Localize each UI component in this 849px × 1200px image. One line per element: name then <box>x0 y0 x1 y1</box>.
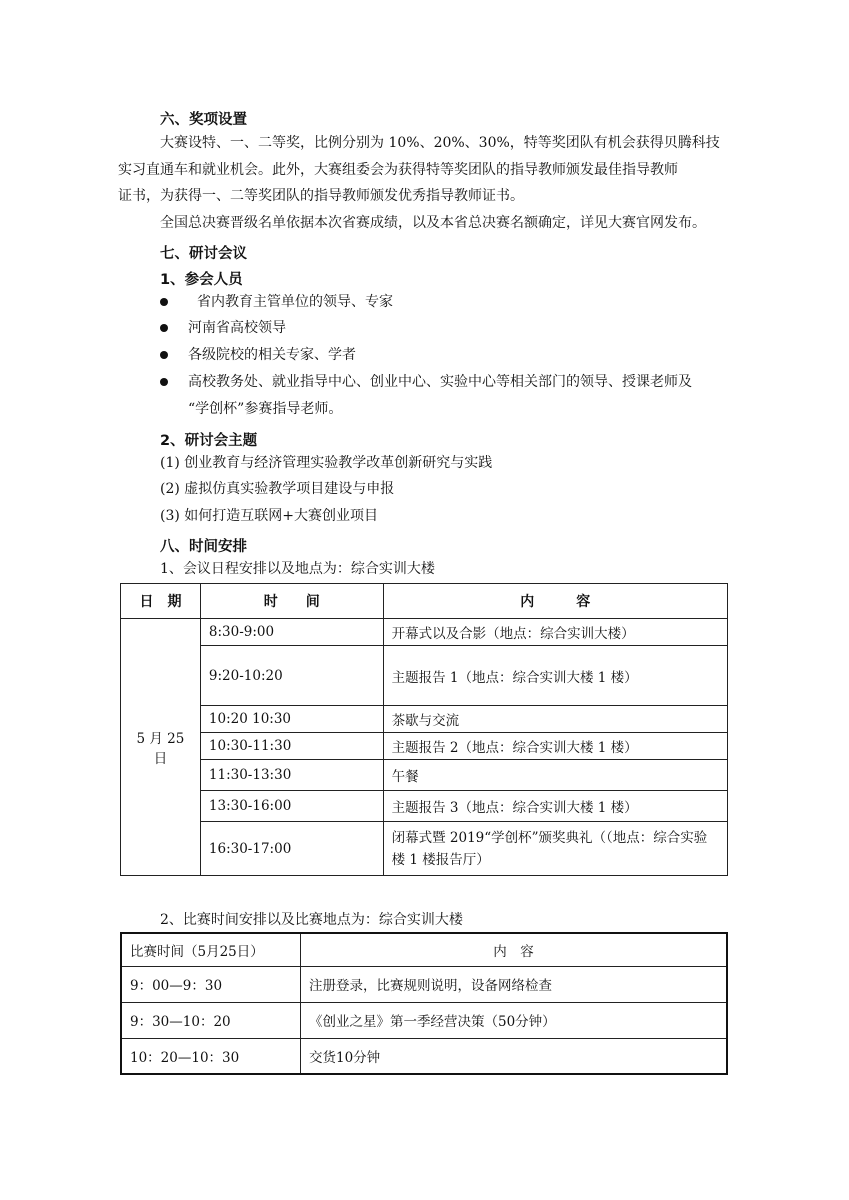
table-row <box>121 706 728 733</box>
table-row <box>121 646 728 706</box>
table-row <box>121 733 728 760</box>
topic-item: (2) 虚拟仿真实验教学项目建设与申报 <box>160 481 395 497</box>
attendee-item: 河南省高校领导 <box>188 320 286 336</box>
table-header-date: 日 期 <box>121 584 201 619</box>
competition-schedule-table <box>120 932 728 1075</box>
content-cell: 主题报告 2（地点：综合实训大楼 1 楼） <box>383 733 727 760</box>
table-row <box>121 760 728 791</box>
attendee-item-continuation: “学创杯”参赛指导老师。 <box>188 401 343 417</box>
content-cell: 主题报告 3（地点：综合实训大楼 1 楼） <box>383 791 727 822</box>
content-cell: 茶歇与交流 <box>383 706 727 733</box>
topic-item: (1) 创业教育与经济管理实验教学改革创新研究与实践 <box>160 455 493 471</box>
time-cell: 10：20—10：30 <box>121 1038 300 1074</box>
time-cell: 13:30-16:00 <box>200 791 383 822</box>
table-row <box>121 619 728 646</box>
attendee-item: 高校教务处、就业指导中心、创业中心、实验中心等相关部门的领导、授课老师及 <box>188 374 692 390</box>
bullet-icon <box>160 351 168 359</box>
awards-paragraph-line-3: 证书，为获得一、二等奖团队的指导教师颁发优秀指导教师证书。 <box>118 188 524 204</box>
table-header-time: 时 间 <box>200 584 383 619</box>
content-cell: 交货10分钟 <box>300 1038 727 1074</box>
time-cell: 8:30-9:00 <box>200 619 383 646</box>
awards-paragraph-line-1: 大赛设特、一、二等奖，比例分别为 10%、20%、30%，特等奖团队有机会获得贝腾科技 <box>160 135 720 151</box>
content-cell: 注册登录，比赛规则说明，设备网络检查 <box>300 966 727 1002</box>
bullet-icon <box>160 324 168 332</box>
meeting-schedule-caption: 1、会议日程安排以及地点为：综合实训大楼 <box>160 561 435 577</box>
bullet-icon <box>160 298 168 306</box>
awards-paragraph-line-2: 实习直通车和就业机会。此外，大赛组委会为获得特等奖团队的指导教师颁发最佳指导教师 <box>118 162 678 178</box>
time-cell: 9：30—10：20 <box>121 1002 300 1038</box>
table-header-content: 内 容 <box>300 933 727 966</box>
time-cell: 10:20 10:30 <box>200 706 383 733</box>
time-cell: 9:20-10:20 <box>200 646 383 706</box>
content-cell: 《创业之星》第一季经营决策（50分钟） <box>300 1002 727 1038</box>
content-cell: 开幕式以及合影（地点：综合实训大楼） <box>383 619 727 646</box>
time-cell: 9：00—9：30 <box>121 966 300 1002</box>
section-6-heading: 六、奖项设置 <box>160 112 247 128</box>
table-row <box>121 1002 727 1038</box>
table-row <box>121 966 727 1002</box>
date-cell: 5 月 25 日 <box>121 619 201 876</box>
meeting-schedule-table <box>120 583 728 876</box>
content-cell: 主题报告 1（地点：综合实训大楼 1 楼） <box>383 646 727 706</box>
finals-paragraph: 全国总决赛晋级名单依据本次省赛成绩，以及本省总决赛名额确定，详见大赛官网发布。 <box>160 215 706 231</box>
content-cell: 闭幕式暨 2019“学创杯”颁奖典礼（（地点：综合实验楼 1 楼报告厅） <box>383 822 727 876</box>
time-cell: 11:30-13:30 <box>200 760 383 791</box>
section-8-heading: 八、时间安排 <box>160 539 247 555</box>
bullet-icon <box>160 378 168 386</box>
time-cell: 16:30-17:00 <box>200 822 383 876</box>
attendee-item: 省内教育主管单位的领导、专家 <box>197 294 393 310</box>
table-row <box>121 791 728 822</box>
attendees-subheading: 1、参会人员 <box>160 272 243 288</box>
competition-schedule-caption: 2、比赛时间安排以及比赛地点为：综合实训大楼 <box>160 912 463 928</box>
table-row <box>121 1038 727 1074</box>
attendee-item: 各级院校的相关专家、学者 <box>188 347 356 363</box>
table-header-content: 内 容 <box>383 584 727 619</box>
section-7-heading: 七、研讨会议 <box>160 246 247 262</box>
table-row <box>121 822 728 876</box>
topic-item: (3) 如何打造互联网+大赛创业项目 <box>160 508 379 524</box>
content-cell: 午餐 <box>383 760 727 791</box>
topics-subheading: 2、研讨会主题 <box>160 433 258 449</box>
time-cell: 10:30-11:30 <box>200 733 383 760</box>
table-header-match-time: 比赛时间（5月25日） <box>121 933 300 966</box>
